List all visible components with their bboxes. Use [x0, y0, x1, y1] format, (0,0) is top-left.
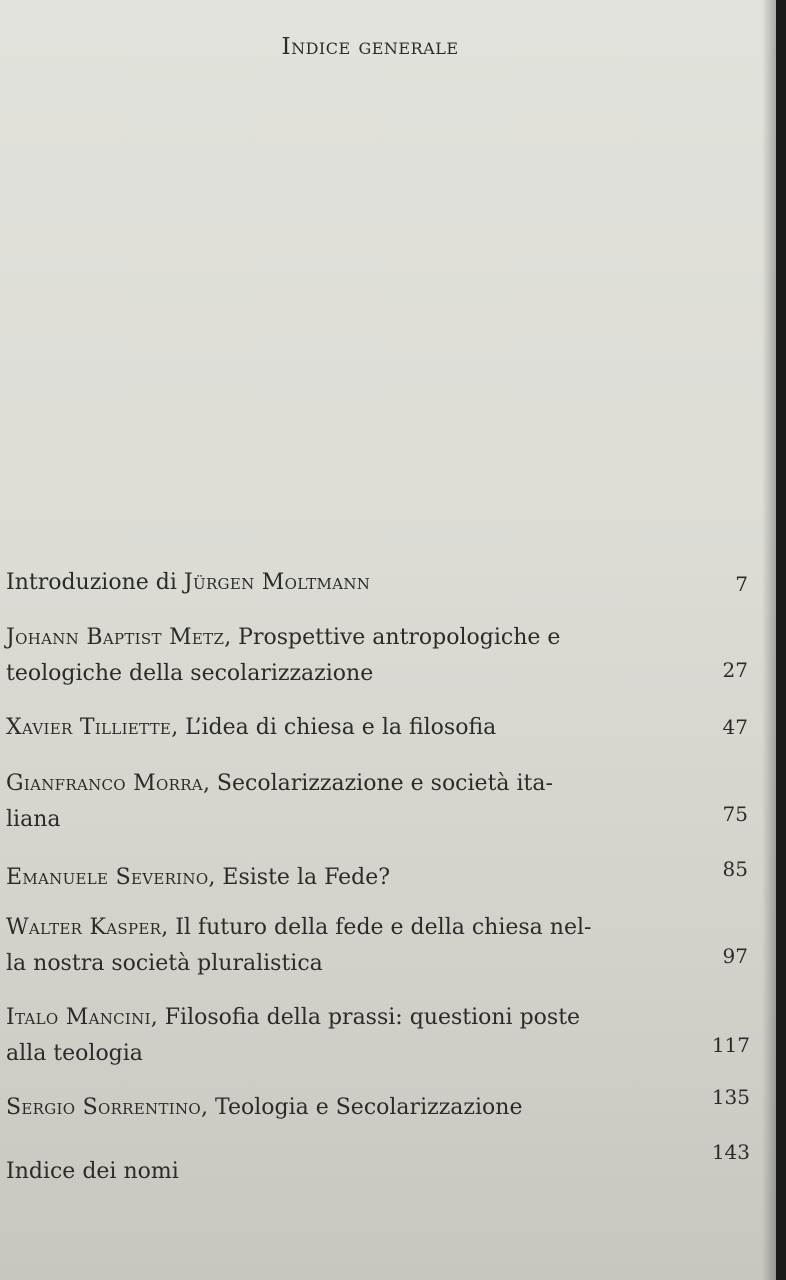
- toc-page-number: 97: [722, 944, 748, 968]
- toc-page-number: 143: [711, 1140, 750, 1164]
- toc-page-number: 47: [722, 715, 748, 739]
- toc-entry-title-cont: teologiche della secolarizzazione: [6, 661, 374, 686]
- toc-page-number: 117: [711, 1033, 750, 1057]
- toc-entry-author: Johann Baptist Metz: [6, 625, 225, 650]
- page-edge-shadow: [762, 0, 776, 1280]
- toc-entry-tilliette: [6, 710, 651, 746]
- toc-entry-author: Walter Kasper: [6, 915, 162, 940]
- toc-entry-title: , L’idea di chiesa e la filosofia: [171, 715, 497, 740]
- toc-entry-severino: [6, 860, 651, 896]
- toc-entry-title: , Il futuro della fede e della chiesa nel-: [161, 915, 592, 940]
- toc-entry-morra: [6, 766, 651, 838]
- toc-page-number: 75: [722, 802, 748, 826]
- toc-entry-title-cont: liana: [6, 807, 61, 832]
- toc-entry-author: Sergio Sorrentino: [6, 1095, 201, 1120]
- toc-entry-title-cont: la nostra società pluralistica: [6, 951, 323, 976]
- toc-entry-metz: [6, 620, 651, 692]
- toc-entry-author: Emanuele Severino: [6, 865, 209, 890]
- toc-entry-kasper: [6, 910, 651, 982]
- toc-entry-title: , Prospettive antropologiche e: [224, 625, 561, 650]
- toc-page-number: 7: [735, 572, 748, 596]
- toc-page-number: 27: [722, 658, 748, 682]
- toc-entry-indice-nomi: [6, 1154, 651, 1190]
- toc-entry-author: Gianfranco Morra: [6, 771, 203, 796]
- page-title: Indice generale: [281, 34, 459, 60]
- toc-entry-title: , Filosofia della prassi: questioni poste: [150, 1005, 581, 1030]
- toc-entry-author: Jürgen Moltmann: [183, 570, 371, 595]
- toc-entry-title-cont: alla teologia: [6, 1041, 143, 1066]
- toc-entry-author: Xavier Tilliette: [6, 715, 172, 740]
- toc-entry-prefix: Introduzione di: [6, 570, 184, 595]
- toc-entry-introduzione: [6, 565, 651, 601]
- toc-entry-title: , Secolarizzazione e società ita-: [202, 771, 553, 796]
- toc-page-number: 85: [722, 857, 748, 881]
- toc-entry-sorrentino: [6, 1090, 651, 1126]
- toc-entry-mancini: [6, 1000, 651, 1072]
- toc-page-number: 135: [711, 1085, 750, 1109]
- toc-entry-title: , Teologia e Secolarizzazione: [201, 1095, 523, 1120]
- toc-entry-title: Indice dei nomi: [6, 1159, 179, 1184]
- toc-entry-title: , Esiste la Fede?: [208, 865, 391, 890]
- toc-entry-author: Italo Mancini: [6, 1005, 151, 1030]
